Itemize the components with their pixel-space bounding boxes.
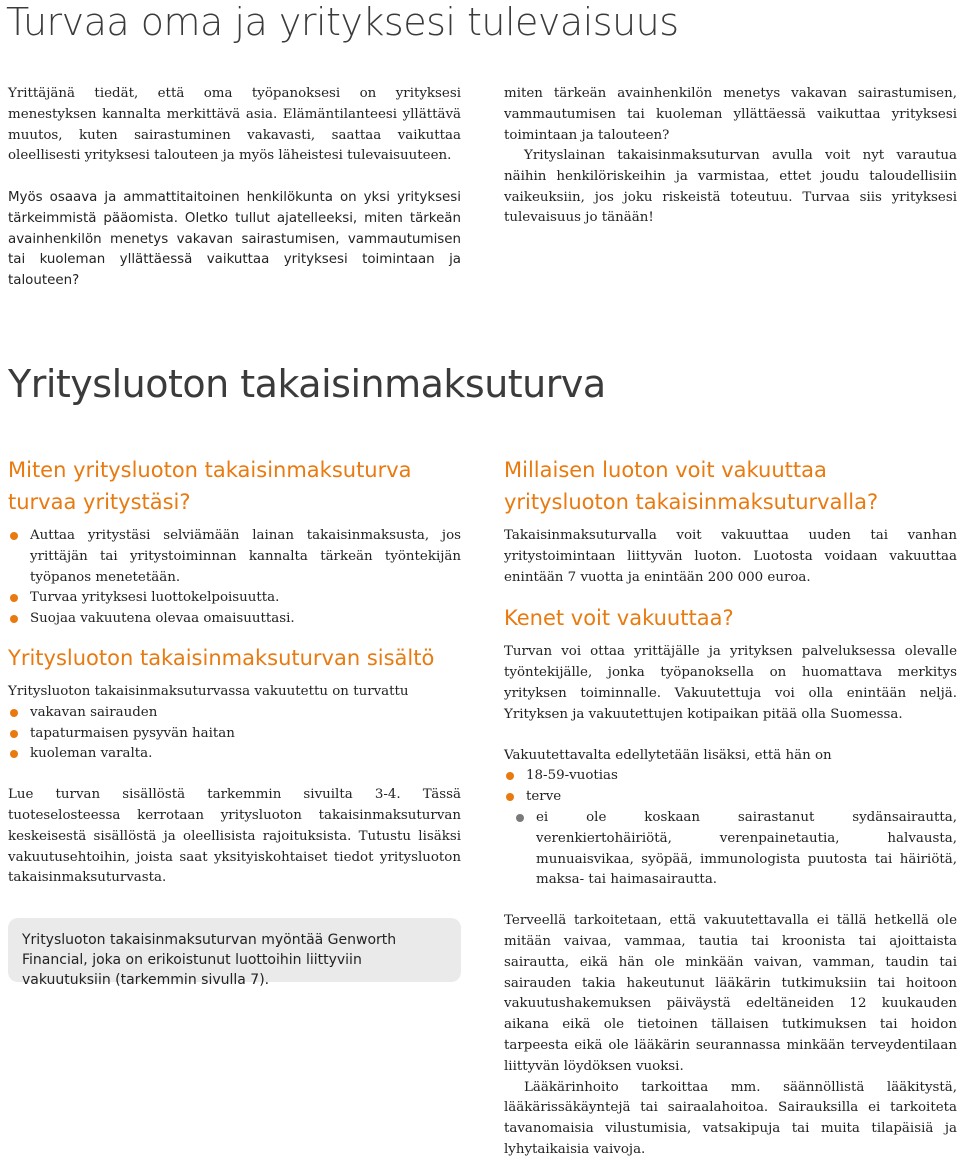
intro-right-p2-continuation bbox=[504, 84, 957, 146]
left-bullet-list-1 bbox=[8, 526, 461, 630]
intro-right-column bbox=[504, 146, 957, 229]
list-item bbox=[8, 744, 461, 765]
list-item-text: ei ole koskaan sairastanut sydänsairautta, verenkiertohäiriötä, verenpainetautia, halvausta, munuaisvikaa, syöpää, immunologista puutosta tai häiriötä, maksa- tai haimasairautta. bbox=[536, 809, 957, 888]
bullet-dot-icon bbox=[10, 615, 18, 623]
list-item bbox=[8, 588, 461, 609]
left-heading-2: Yritysluoton takaisinmaksuturvan sisältö bbox=[8, 645, 435, 670]
bullet-dot-icon bbox=[10, 709, 18, 717]
intro-paragraph-3: Yrityslainan takaisinmaksuturvan avulla voit nyt varautua näihin henkilöriskeihin ja varmistaa, ettet joudu taloudellisiin vaikeuksiin, jos joku riskeistä toteutuu. Turvaa siis yrityksesi tulevaisuus jo tänään! bbox=[504, 148, 957, 226]
left-paragraph: Lue turvan sisällöstä tarkemmin sivuilta 3-4. Tässä tuoteselosteessa kerrotaan yritysluoton takaisinmaksuturvan keskeisestä sisällöstä ja oleellisista rajoituksista. Tutustu lisäksi vakuutusehtoihin, joista saat yksityiskohtaiset tiedot yritysluoton takaisinmaksuturvasta. bbox=[8, 787, 461, 886]
right-paragraph-1: Takaisinmaksuturvalla voit vakuuttaa uuden tai vanhan yritystoimintaan liittyvän luoton. Luotosta voidaan vakuuttaa enintään 7 vuotta ja enintään 200 000 euroa. bbox=[504, 528, 957, 585]
intro-paragraph-1: Yrittäjänä tiedät, että oma työpanoksesi on yrityksesi menestyksen kannalta merkittävä asia. Elämäntilanteesi yllättävä muutos, kuten sairastuminen vakavasti, saattaa vaikuttaa oleellisesti yrityksesi talouteen ja myös läheistesi tulevaisuuteen. bbox=[8, 86, 461, 164]
sub-bullet-dot-icon bbox=[516, 814, 524, 822]
list-item-text: tapaturmaisen pysyvän haitan bbox=[30, 725, 235, 741]
list-item-text: Suojaa vakuutena olevaa omaisuuttasi. bbox=[30, 611, 295, 627]
page-title: Turvaa oma ja yrityksesi tulevaisuus bbox=[6, 0, 679, 44]
list-item-text: terve bbox=[526, 789, 562, 805]
intro-left-column-2 bbox=[8, 188, 461, 289]
right-paragraph-2: Turvan voi ottaa yrittäjälle ja yrityksen palveluksessa olevalle työntekijälle, jonka työpanoksella on huomattava merkitys yrityksen toiminnalle. Vakuutettuja voi olla enintään neljä. Yrityksen ja vakuutettujen kotipaikan pitää olla Suomessa. bbox=[504, 644, 957, 722]
bullet-dot-icon bbox=[10, 532, 18, 540]
list-item-text: vakavan sairauden bbox=[30, 704, 158, 720]
info-box: Yritysluoton takaisinmaksuturvan myöntää Genworth Financial, joka on erikoistunut luottoihin liittyviin vakuutuksiin (tarkemmin sivulla 7). bbox=[8, 918, 461, 982]
right-bullet-list bbox=[504, 766, 957, 808]
list-item bbox=[8, 609, 461, 630]
list-item bbox=[504, 808, 957, 891]
right-lead: Vakuutettavalta edellytetään lisäksi, että hän on bbox=[504, 747, 832, 763]
left-lead: Yritysluoton takaisinmaksuturvassa vakuutettu on turvattu bbox=[8, 683, 409, 699]
list-item bbox=[8, 724, 461, 745]
list-item-text: Turvaa yrityksesi luottokelpoisuutta. bbox=[30, 590, 280, 606]
right-paragraph-3: Terveellä tarkoitetaan, että vakuutettavalla ei tällä hetkellä ole mitään vaivaa, vammaa, tautia tai kroonista tai ajoittaista sairautta, eikä hän ole minkään vaivan, vamman, taudin tai sairauden takia hakeutunut lääkärin tutkimuksiin tai hoitoon vakuutushakemuksen päiväystä edeltäneiden 12 kuukauden aikana eikä ole tietoinen tällaisen tutkimuksen tai hoidon tarpeesta eikä ole lääkärin seurannassa minkään terveydentilaan liittyvän löydöksen vuoksi. bbox=[504, 913, 957, 1074]
intro-paragraph-2-start bbox=[8, 188, 461, 289]
bullet-dot-icon bbox=[506, 793, 514, 801]
bullet-dot-icon bbox=[10, 594, 18, 602]
intro-p2-text: Myös osaava ja ammattitaitoinen henkilökunta on yksi yrityksesi tärkeimmistä pääomista. Oletko tullut ajatelleeksi, miten tärkeän avainhenkilön menetys vakavan sairastumisen, vammautumisen tai kuoleman yllättäessä vaikuttaa yrityksesi toimintaan ja talouteen? bbox=[8, 190, 461, 289]
list-item-text: kuoleman varalta. bbox=[30, 746, 153, 762]
bullet-dot-icon bbox=[10, 730, 18, 738]
bullet-dot-icon bbox=[10, 750, 18, 758]
right-paragraph-4: Lääkärinhoito tarkoittaa mm. säännöllistä lääkitystä, lääkärissäkäyntejä tai sairaalahoitoa. Sairauksilla ei tarkoiteta tavanomaisia vilustumisia, vatsakipuja tai muita tilapäisiä ja lyhytaikaisia vaivoja. bbox=[504, 1079, 957, 1157]
bullet-dot-icon bbox=[506, 772, 514, 780]
right-sub-bullet-list bbox=[504, 808, 957, 891]
left-bullet-list-2 bbox=[8, 703, 461, 765]
left-column bbox=[8, 454, 461, 889]
intro-paragraph-2-continued: miten tärkeän avainhenkilön menetys vakavan sairastumisen, vammautumisen tai kuoleman yllättäessä vaikuttaa yrityksesi toimintaan ja talouteen? bbox=[504, 86, 957, 143]
list-item-text: Auttaa yritystäsi selviämään lainan takaisinmaksusta, jos yrittäjän tai yritystoiminnan kannalta tärkeän työntekijän työpanos menetetään. bbox=[30, 528, 461, 585]
intro-left-column bbox=[8, 84, 461, 167]
right-heading-2: Kenet voit vakuuttaa? bbox=[504, 606, 734, 631]
list-item-text: 18-59-vuotias bbox=[526, 768, 618, 784]
list-item bbox=[504, 766, 957, 787]
right-heading-1: Millaisen luoton voit vakuuttaa yritysluoton takaisinmaksuturvalla? bbox=[504, 458, 879, 514]
list-item bbox=[8, 703, 461, 724]
left-heading-1: Miten yritysluoton takaisinmaksuturva turvaa yritystäsi? bbox=[8, 458, 412, 514]
section-title: Yritysluoton takaisinmaksuturva bbox=[8, 362, 606, 406]
list-item bbox=[504, 787, 957, 808]
list-item bbox=[8, 526, 461, 588]
right-column bbox=[504, 454, 957, 1161]
